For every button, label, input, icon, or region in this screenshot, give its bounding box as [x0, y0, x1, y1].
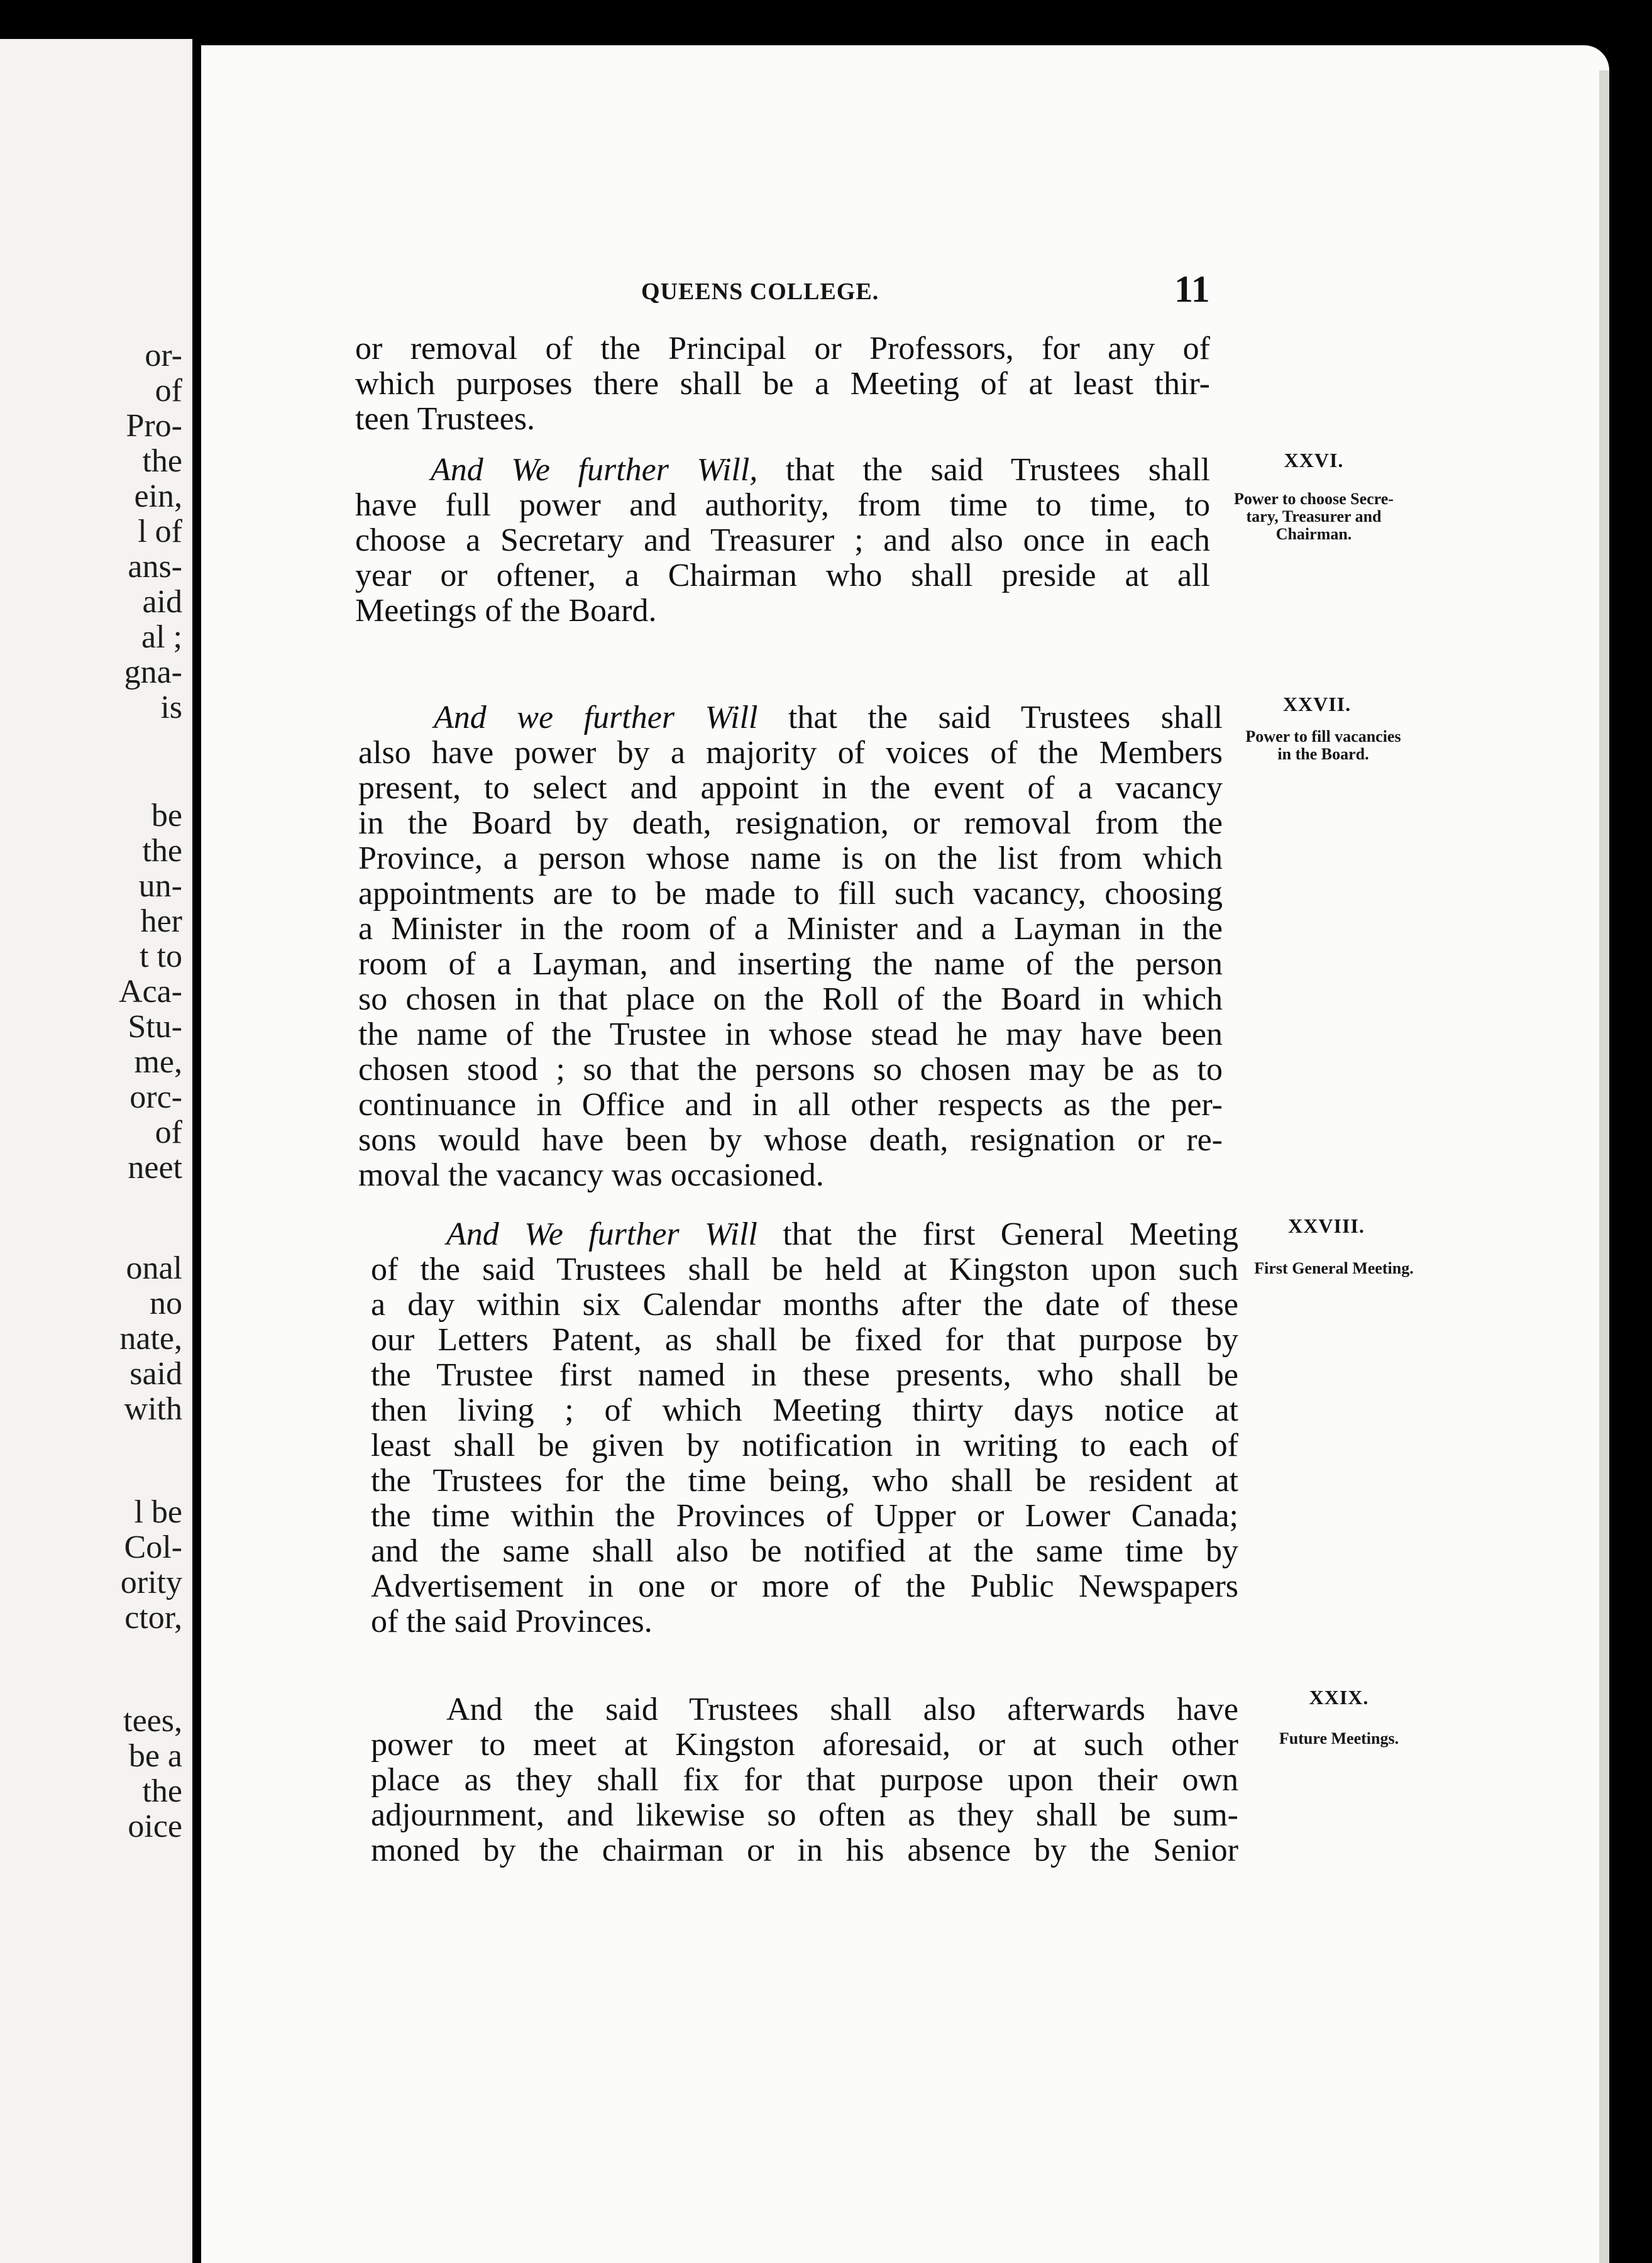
marginal-note-line: Power to choose Secre-	[1234, 490, 1394, 508]
left-line: ein,	[134, 478, 182, 514]
left-line: the	[142, 833, 182, 869]
page-header	[201, 265, 1609, 316]
text-line: a day within six Calendar months after the date of these	[371, 1287, 1238, 1323]
left-line: t to	[140, 939, 182, 974]
text-line: our Letters Patent, as shall be fixed for that purpose by	[371, 1323, 1238, 1358]
left-line: be	[151, 798, 182, 834]
left-line: orc-	[129, 1079, 182, 1115]
marginal-note-line: Power to fill vacancies	[1245, 727, 1401, 746]
left-line: her	[140, 903, 182, 939]
marginal-note-line: tary, Treasurer and	[1246, 507, 1382, 526]
marginal-note	[1227, 1260, 1441, 1277]
page-edge	[1599, 70, 1609, 2263]
text-line: place as they shall fix for that purpose upon their own	[371, 1763, 1238, 1798]
text-line: of the said Provinces.	[371, 1604, 653, 1639]
text-line: and the same shall also be notified at the same time by	[371, 1534, 1238, 1569]
text-line: of the said Trustees shall be held at Kingston upon such	[371, 1252, 1238, 1287]
article-numeral: XXVIII.	[1288, 1214, 1365, 1237]
text-line: teen Trustees.	[355, 402, 535, 437]
text-line	[358, 700, 1223, 737]
text-line: the Trustee first named in these presents, who shall be	[371, 1358, 1238, 1393]
text-span: that the said Trustees shall	[757, 453, 1210, 488]
text-line: moval the vacancy was occasioned.	[358, 1158, 824, 1193]
left-line: is	[160, 690, 182, 725]
left-line: nate,	[119, 1321, 182, 1357]
text-line: present, to select and appoint in the event of a vacancy	[358, 771, 1223, 806]
marginal-note	[1216, 700, 1430, 763]
left-line: said	[129, 1356, 182, 1392]
page-number: 11	[1174, 268, 1210, 310]
text-span: that the first General Meeting	[757, 1217, 1238, 1252]
text-line: least shall be given by notification in writing to each of	[371, 1428, 1238, 1463]
text-line	[371, 1217, 1238, 1253]
text-span: that the said Trustees shall	[757, 700, 1223, 735]
left-line: ority	[120, 1565, 182, 1600]
left-line: the	[142, 443, 182, 479]
text-line: or removal of the Principal or Professors, for any of	[355, 331, 1210, 366]
left-page-fragment	[0, 39, 192, 2263]
text-line: Province, a person whose name is on the list from which	[358, 841, 1223, 876]
text-line: sons would have been by whose death, resignation or re-	[358, 1123, 1223, 1158]
left-line: tees,	[123, 1703, 182, 1739]
text-line: moned by the chairman or in his absence by the Senior	[371, 1833, 1238, 1868]
text-line: also have power by a majority of voices of the Members	[358, 735, 1223, 771]
left-line: al ;	[141, 619, 182, 655]
text-line: then living ; of which Meeting thirty days notice at	[371, 1393, 1238, 1428]
text-line: in the Board by death, resignation, or removal from the	[358, 806, 1223, 841]
left-line: Stu-	[128, 1009, 182, 1045]
left-line: Col-	[124, 1529, 182, 1565]
left-line: gna-	[124, 654, 182, 690]
article-numeral: XXIX.	[1309, 1686, 1369, 1709]
text-line: which purposes there shall be a Meeting of at least thir-	[355, 366, 1210, 402]
left-line: no	[150, 1286, 182, 1321]
marginal-note-line: First General Meeting.	[1254, 1259, 1414, 1277]
text-line: continuance in Office and in all other respects as the per-	[358, 1087, 1223, 1123]
text-line: the Trustees for the time being, who shall be resident at	[371, 1463, 1238, 1499]
article-numeral: XXVII.	[1282, 693, 1352, 715]
text-line	[355, 453, 1210, 489]
left-line: l of	[138, 514, 182, 549]
main-page	[201, 45, 1609, 2263]
text-line: choose a Secretary and Treasurer ; and also once in each	[355, 523, 1210, 558]
marginal-note	[1232, 1730, 1446, 1748]
text-line: room of a Layman, and inserting the name of the person	[358, 947, 1223, 982]
text-line: a Minister in the room of a Minister and a Layman in the	[358, 911, 1223, 947]
marginal-note-line: Chairman.	[1275, 525, 1352, 543]
marginal-note-line: in the Board.	[1277, 745, 1369, 763]
text-line: year or oftener, a Chairman who shall preside at all	[355, 558, 1210, 593]
italic-opening: And we further Will	[434, 700, 758, 735]
text-line: so chosen in that place on the Roll of the Board in which	[358, 982, 1223, 1017]
left-line: l be	[134, 1494, 182, 1530]
left-line: ans-	[128, 549, 182, 585]
left-line: Pro-	[126, 408, 182, 444]
italic-opening: And We further Will	[446, 1217, 757, 1252]
left-line: oice	[128, 1809, 182, 1844]
left-line: me,	[134, 1044, 182, 1080]
text-line: And the said Trustees shall also afterwards have	[446, 1692, 1238, 1727]
marginal-note	[1207, 490, 1421, 543]
marginal-note-line: Future Meetings.	[1279, 1729, 1399, 1748]
text-line: appointments are to be made to fill such vacancy, choosing	[358, 876, 1223, 911]
left-line: ctor,	[124, 1600, 182, 1636]
left-line: with	[124, 1391, 182, 1427]
text-line: have full power and authority, from time to time, to	[355, 488, 1210, 523]
left-line: the	[142, 1773, 182, 1809]
left-line: of	[155, 1115, 182, 1150]
left-line: of	[155, 373, 182, 409]
text-line: Advertisement in one or more of the Public Newspapers	[371, 1569, 1238, 1604]
left-line: onal	[126, 1250, 182, 1286]
italic-opening: And We further Will,	[431, 453, 758, 488]
text-line: adjournment, and likewise so often as they shall be sum-	[371, 1798, 1238, 1833]
left-line: or-	[145, 338, 182, 373]
left-line: be a	[128, 1738, 182, 1774]
left-line: neet	[128, 1150, 182, 1186]
left-line: aid	[142, 584, 182, 620]
text-line: chosen stood ; so that the persons so chosen may be as to	[358, 1052, 1223, 1087]
left-line: Aca-	[118, 974, 182, 1010]
text-line: the time within the Provinces of Upper or Lower Canada;	[371, 1499, 1238, 1534]
left-line: un-	[138, 868, 182, 904]
article-numeral: XXVI.	[1284, 449, 1344, 471]
text-line: the name of the Trustee in whose stead he may have been	[358, 1017, 1223, 1052]
text-line: Meetings of the Board.	[355, 593, 657, 629]
text-line: power to meet at Kingston aforesaid, or at such other	[371, 1727, 1238, 1763]
running-head: QUEENS COLLEGE.	[641, 278, 879, 305]
